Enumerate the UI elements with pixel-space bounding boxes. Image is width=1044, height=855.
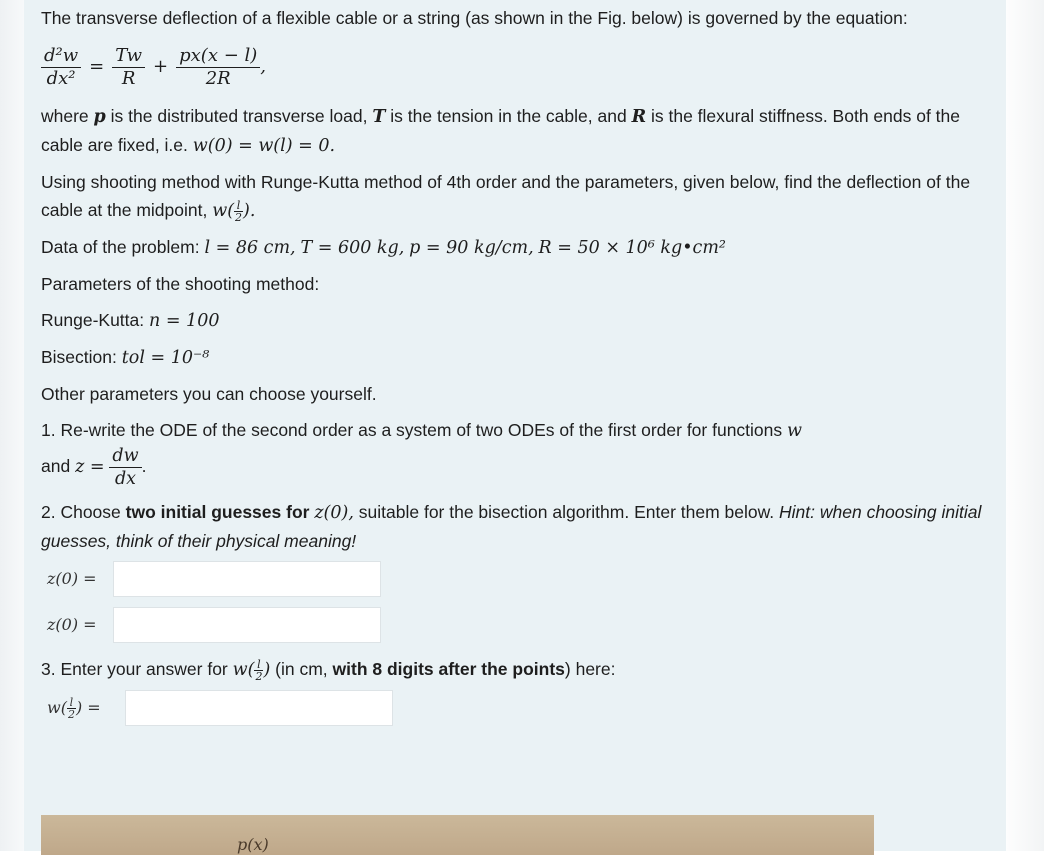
question-3: 3. Enter your answer for w( $\frac{l}{2}$ ) (in cm, with 8 digits after the points) here: — [41, 657, 616, 683]
figure-load-label: p(x) — [237, 835, 269, 854]
guess-1-row — [41, 557, 1001, 601]
method-paragraph: Using shooting method with Runge-Kutta method of 4th order and the parameters, given below, find the deflection of the cable at the midpoint, w( $\frac{l}{2}$ ). — [41, 172, 971, 224]
lhs-fraction: $\frac{\text{d²w}}{\text{dx²}}$ — [41, 45, 81, 90]
intro-text: The transverse deflection of a flexible cable or a string (as shown in the Fig. below) is governed by the equation: — [41, 8, 908, 28]
bisection-param: Bisection: tol = 10⁻⁸ — [41, 347, 210, 368]
cable-figure — [41, 815, 874, 855]
question-content — [41, 4, 1001, 730]
guess-2-label: z(0) = — [47, 615, 97, 634]
other-params-note: Other parameters you can choose yourself. — [41, 384, 377, 404]
where-paragraph: where p is the distributed transverse load, T is the tension in the cable, and R is the flexural stiffness. Both ends of the cable are fixed, i.e. w(0) = w(l) = 0. — [41, 106, 961, 156]
answer-row — [41, 686, 1001, 730]
boundary-conditions: w(0) = w(l) = 0. — [192, 136, 336, 156]
guess-2-input[interactable] — [113, 607, 381, 643]
shooting-params-heading: Parameters of the shooting method: — [41, 274, 320, 294]
guess-2-row — [41, 603, 1001, 647]
question-2: 2. Choose two initial guesses for z(0), suitable for the bisection algorithm. Enter them below. Hint: when choosing initial guesses, think of their physical meaning! — [41, 502, 982, 551]
problem-data: Data of the problem: l = 86 cm, T = 600 kg, p = 90 kg/cm, R = 50 × 10⁶ kg•cm² — [41, 237, 726, 258]
hint-text: Hint: when choosing initial guesses, think of their physical meaning! — [41, 502, 982, 551]
term2-fraction: $\frac{px(x - l)}{2R}$ — [176, 45, 260, 90]
answer-label: w( $\frac{l}{2}$ ) = — [47, 696, 101, 721]
term1-fraction: $\frac{Tw}{R}$ — [112, 45, 145, 90]
governing-equation: $\frac{\text{d²w}}{\text{dx²}}$ = $\frac{Tw}{R}$ + $\frac{px(x - l)}{2R}$ , — [41, 32, 1001, 102]
question-1: 1. Re-write the ODE of the second order as a system of two ODEs of the first order for functions w and z = $\frac{dw}{dx}$ . — [41, 420, 803, 489]
guess-1-input[interactable] — [113, 561, 381, 597]
guess-1-label: z(0) = — [47, 569, 97, 588]
answer-input[interactable] — [125, 690, 393, 726]
dw-dx-fraction: $\frac{dw}{dx}$ — [109, 445, 141, 490]
runge-kutta-param: Runge-Kutta: n = 100 — [41, 310, 220, 331]
